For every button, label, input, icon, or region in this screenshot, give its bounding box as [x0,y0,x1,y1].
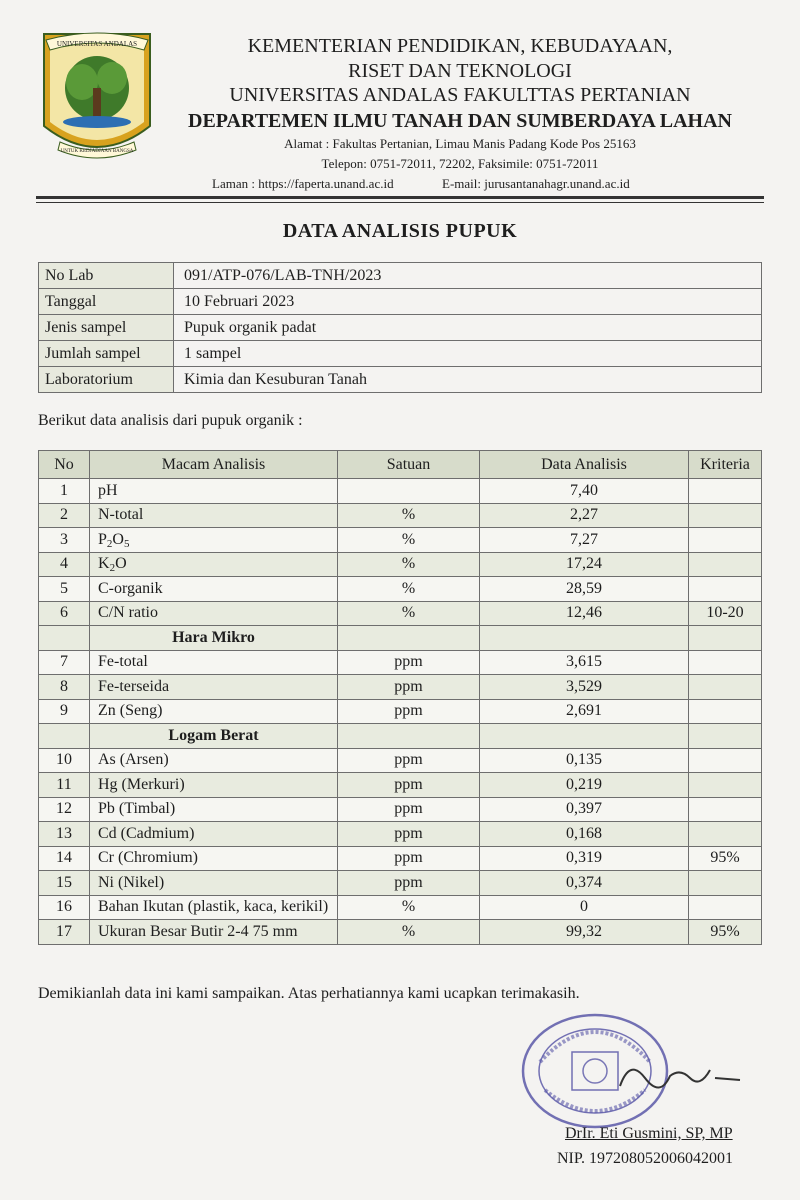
analysis-table [38,450,762,945]
row-criteria: 95% [689,920,762,945]
row-unit: ppm [338,822,480,847]
section-spacer [338,724,480,749]
row-unit: % [338,577,480,602]
row-unit: % [338,920,480,945]
row-name [90,528,338,553]
row-no: 9 [39,699,90,724]
row-no: 1 [39,479,90,504]
row-unit [338,479,480,504]
ministry-line-2: RISET DAN TEKNOLOGI [348,60,572,82]
row-value: 0 [480,895,689,920]
meta-label: Jenis sampel [39,315,174,341]
row-no: 2 [39,503,90,528]
row-value: 2,691 [480,699,689,724]
row-name: Fe-total [90,650,338,675]
phone-line: Telepon: 0751-72011, 72202, Faksimile: 0751-72011 [321,156,599,171]
row-name: C/N ratio [90,601,338,626]
row-name: Pb (Timbal) [90,797,338,822]
table-row [39,871,762,896]
row-value: 0,135 [480,748,689,773]
section-spacer [39,724,90,749]
sample-info-table [38,262,762,393]
row-unit: ppm [338,871,480,896]
contact-line [212,176,630,192]
table-header-row [39,451,762,479]
row-value: 2,27 [480,503,689,528]
row-no: 5 [39,577,90,602]
section-spacer [39,626,90,651]
row-name: Fe-terseida [90,675,338,700]
row-criteria [689,503,762,528]
col-unit: Satuan [338,451,480,479]
row-criteria [689,822,762,847]
row-no: 4 [39,552,90,577]
meta-row [39,341,762,367]
row-name: Cd (Cadmium) [90,822,338,847]
row-no: 10 [39,748,90,773]
row-name: N-total [90,503,338,528]
table-row [39,895,762,920]
row-criteria [689,552,762,577]
table-row [39,650,762,675]
row-unit: % [338,528,480,553]
row-name: pH [90,479,338,504]
header-rule-thin [36,202,764,203]
row-name: Ukuran Besar Butir 2-4 75 mm [90,920,338,945]
section-title: Hara Mikro [90,626,338,651]
row-value: 17,24 [480,552,689,577]
table-row [39,577,762,602]
department-line: DEPARTEMEN ILMU TANAH DAN SUMBERDAYA LAHAN [188,110,732,132]
row-no: 3 [39,528,90,553]
meta-row [39,367,762,393]
header-rule-thick [36,196,764,199]
document-title: DATA ANALISIS PUPUK [282,220,518,242]
formula-mid: O [112,530,124,548]
row-criteria [689,699,762,724]
row-unit: ppm [338,675,480,700]
row-unit: % [338,601,480,626]
row-name: Ni (Nikel) [90,871,338,896]
table-row [39,846,762,871]
table-row [39,479,762,504]
signer-name: DrIr. Eti Gusmini, SP, MP [565,1125,733,1142]
section-row-micro [39,626,762,651]
table-row [39,528,762,553]
row-value: 0,319 [480,846,689,871]
table-row [39,675,762,700]
row-unit: ppm [338,773,480,798]
signer-nip: NIP. 197208052006042001 [557,1150,734,1167]
table-row [39,920,762,945]
meta-label: Tanggal [39,289,174,315]
section-spacer [689,724,762,749]
row-criteria [689,650,762,675]
col-no: No [39,451,90,479]
row-name: Cr (Chromium) [90,846,338,871]
section-title: Logam Berat [90,724,338,749]
meta-value: Pupuk organik padat [174,315,762,341]
row-value: 3,615 [480,650,689,675]
intro-text: Berikut data analisis dari pupuk organik : [38,412,303,429]
row-no: 16 [39,895,90,920]
row-criteria [689,797,762,822]
row-no: 15 [39,871,90,896]
table-row [39,748,762,773]
table-row [39,552,762,577]
table-row [39,699,762,724]
website-text: Laman : https://faperta.unand.ac.id [212,176,394,191]
col-name: Macam Analisis [90,451,338,479]
section-spacer [338,626,480,651]
row-value: 28,59 [480,577,689,602]
row-criteria [689,748,762,773]
meta-value: Kimia dan Kesuburan Tanah [174,367,762,393]
signature-mark [600,1048,750,1098]
row-criteria [689,675,762,700]
table-row [39,601,762,626]
university-logo [38,30,156,165]
row-unit: % [338,895,480,920]
row-unit: ppm [338,699,480,724]
row-value: 0,219 [480,773,689,798]
row-value: 0,374 [480,871,689,896]
row-value: 7,27 [480,528,689,553]
row-name [90,552,338,577]
ministry-line-1: KEMENTERIAN PENDIDIKAN, KEBUDAYAAN, [247,35,673,57]
formula-mid: O [115,555,127,573]
logo-bottom-text: UNTUK KEDJADJAAN BANGSA [60,149,134,154]
row-no: 8 [39,675,90,700]
row-unit: % [338,552,480,577]
row-no: 14 [39,846,90,871]
row-criteria [689,773,762,798]
meta-value: 091/ATP-076/LAB-TNH/2023 [174,263,762,289]
section-spacer [480,724,689,749]
university-line: UNIVERSITAS ANDALAS FAKULTTAS PERTANIAN [229,84,691,106]
meta-label: Laboratorium [39,367,174,393]
row-criteria [689,895,762,920]
closing-text: Demikianlah data ini kami sampaikan. Atas perhatiannya kami ucapkan terimakasih. [38,985,580,1002]
row-unit: ppm [338,650,480,675]
meta-row [39,289,762,315]
table-row [39,503,762,528]
formula-main: K [98,555,110,573]
section-spacer [480,626,689,651]
formula-sub: 5 [123,537,130,550]
row-value: 12,46 [480,601,689,626]
address-line: Alamat : Fakultas Pertanian, Limau Manis Padang Kode Pos 25163 [284,136,636,151]
col-value: Data Analisis [480,451,689,479]
row-no: 7 [39,650,90,675]
section-spacer [689,626,762,651]
email-text: E-mail: jurusantanahagr.unand.ac.id [442,176,630,191]
row-criteria [689,528,762,553]
meta-row [39,263,762,289]
formula-sub: 2 [109,562,116,575]
row-name: Zn (Seng) [90,699,338,724]
letterhead [160,34,760,174]
formula-sub: 2 [106,537,113,550]
row-unit: % [338,503,480,528]
row-value: 3,529 [480,675,689,700]
col-criteria: Kriteria [689,451,762,479]
table-row [39,797,762,822]
table-row [39,773,762,798]
logo-top-text: UNIVERSITAS ANDALAS [56,40,138,48]
row-name: Hg (Merkuri) [90,773,338,798]
row-criteria [689,577,762,602]
row-unit: ppm [338,748,480,773]
meta-value: 10 Februari 2023 [174,289,762,315]
row-no: 6 [39,601,90,626]
row-unit: ppm [338,797,480,822]
row-name: C-organik [90,577,338,602]
row-criteria [689,479,762,504]
row-unit: ppm [338,846,480,871]
row-criteria: 95% [689,846,762,871]
meta-row [39,315,762,341]
row-name: Bahan Ikutan (plastik, kaca, kerikil) [90,895,338,920]
row-no: 17 [39,920,90,945]
meta-label: No Lab [39,263,174,289]
row-no: 12 [39,797,90,822]
row-value: 0,397 [480,797,689,822]
meta-value: 1 sampel [174,341,762,367]
row-value: 0,168 [480,822,689,847]
row-criteria: 10-20 [689,601,762,626]
section-row-heavy [39,724,762,749]
row-no: 11 [39,773,90,798]
table-row [39,822,762,847]
formula-main: P [98,530,107,548]
row-value: 99,32 [480,920,689,945]
row-no: 13 [39,822,90,847]
row-value: 7,40 [480,479,689,504]
row-name: As (Arsen) [90,748,338,773]
row-criteria [689,871,762,896]
meta-label: Jumlah sampel [39,341,174,367]
